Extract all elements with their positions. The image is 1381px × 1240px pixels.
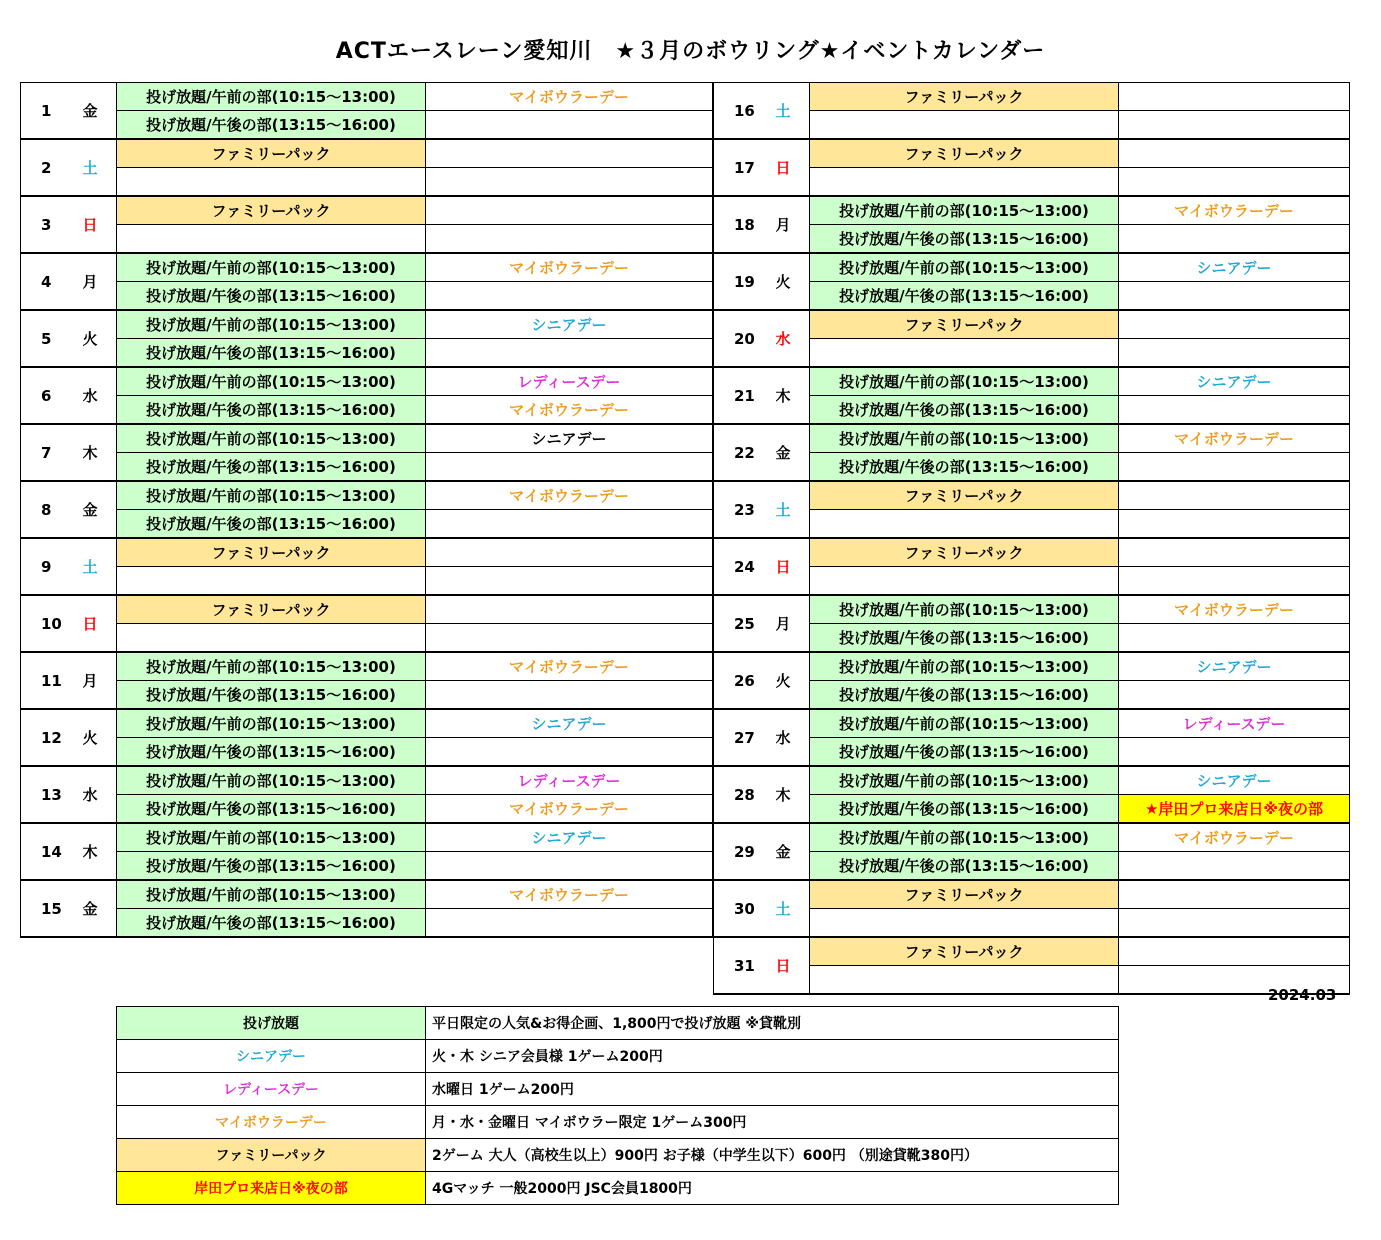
day-row-23-second xyxy=(714,510,1350,539)
morning-slot: 投げ放題/午前の部(10:15～13:00) xyxy=(810,253,1119,282)
empty-cell xyxy=(117,168,426,197)
legend-description: 月・水・金曜日 マイボウラー限定 1ゲーム300円 xyxy=(426,1106,1119,1139)
event-cell xyxy=(1119,738,1350,767)
day-number: 23 xyxy=(714,481,776,538)
event-cell xyxy=(1119,225,1350,254)
day-number: 18 xyxy=(714,196,776,253)
calendar-right-table xyxy=(713,82,1350,995)
event-cell xyxy=(1119,681,1350,710)
day-number: 11 xyxy=(21,652,83,709)
legend-row xyxy=(117,1007,1119,1040)
event-cell: レディースデー xyxy=(1119,709,1350,738)
empty-cell xyxy=(426,624,713,653)
day-number: 16 xyxy=(714,83,776,140)
empty-cell xyxy=(426,595,713,624)
legend-description: 2ゲーム 大人（高校生以上）900円 お子様（中学生以下）600円 （別途貸靴380円） xyxy=(426,1139,1119,1172)
afternoon-slot: 投げ放題/午後の部(13:15～16:00) xyxy=(117,111,426,140)
legend-row xyxy=(117,1040,1119,1073)
day-number: 15 xyxy=(21,880,83,937)
legend-table xyxy=(116,1006,1119,1205)
event-cell: マイボウラーデー xyxy=(426,83,713,111)
afternoon-slot: 投げ放題/午後の部(13:15～16:00) xyxy=(810,738,1119,767)
morning-slot: 投げ放題/午前の部(10:15～13:00) xyxy=(117,481,426,510)
day-row-20 xyxy=(714,310,1350,339)
empty-cell xyxy=(1119,510,1350,539)
day-of-week: 水 xyxy=(776,709,810,766)
day-row-27-second xyxy=(714,738,1350,767)
day-row-27 xyxy=(714,709,1350,738)
event-cell: レディースデー xyxy=(426,766,713,795)
afternoon-slot: 投げ放題/午後の部(13:15～16:00) xyxy=(810,453,1119,482)
empty-cell xyxy=(1119,339,1350,368)
event-cell xyxy=(426,111,713,140)
day-row-30-second xyxy=(714,909,1350,938)
morning-slot: 投げ放題/午前の部(10:15～13:00) xyxy=(117,424,426,453)
day-row-19-second xyxy=(714,282,1350,311)
afternoon-slot: 投げ放題/午後の部(13:15～16:00) xyxy=(810,225,1119,254)
morning-slot: 投げ放題/午前の部(10:15～13:00) xyxy=(117,310,426,339)
day-row-15-second xyxy=(21,909,713,938)
day-row-7-second xyxy=(21,453,713,482)
afternoon-slot: 投げ放題/午後の部(13:15～16:00) xyxy=(117,795,426,824)
event-cell: レディースデー xyxy=(426,367,713,396)
afternoon-slot: 投げ放題/午後の部(13:15～16:00) xyxy=(117,453,426,482)
legend-key: シニアデー xyxy=(117,1040,426,1073)
day-row-9-second xyxy=(21,567,713,596)
event-cell xyxy=(426,282,713,311)
empty-cell xyxy=(1119,567,1350,596)
day-row-2 xyxy=(21,139,713,168)
legend-description: 水曜日 1ゲーム200円 xyxy=(426,1073,1119,1106)
day-row-25-second xyxy=(714,624,1350,653)
afternoon-slot: 投げ放題/午後の部(13:15～16:00) xyxy=(810,795,1119,824)
day-row-6 xyxy=(21,367,713,396)
day-row-12 xyxy=(21,709,713,738)
day-row-20-second xyxy=(714,339,1350,368)
day-of-week: 金 xyxy=(83,880,117,937)
event-cell xyxy=(426,738,713,767)
afternoon-slot: 投げ放題/午後の部(13:15～16:00) xyxy=(117,339,426,368)
day-of-week: 土 xyxy=(776,83,810,140)
day-number: 14 xyxy=(21,823,83,880)
date-code: 2024.03 xyxy=(1268,986,1337,1004)
empty-cell xyxy=(1119,83,1350,111)
day-of-week: 金 xyxy=(83,481,117,538)
event-cell: マイボウラーデー xyxy=(426,795,713,824)
event-cell xyxy=(1119,624,1350,653)
legend-row xyxy=(117,1139,1119,1172)
day-row-31 xyxy=(714,937,1350,966)
empty-cell xyxy=(426,225,713,254)
day-row-6-second xyxy=(21,396,713,425)
event-cell: マイボウラーデー xyxy=(426,880,713,909)
event-cell: シニアデー xyxy=(1119,253,1350,282)
day-of-week: 火 xyxy=(776,253,810,310)
afternoon-slot: 投げ放題/午後の部(13:15～16:00) xyxy=(810,681,1119,710)
legend-key: 岸田プロ来店日※夜の部 xyxy=(117,1172,426,1205)
day-number: 22 xyxy=(714,424,776,481)
day-row-21 xyxy=(714,367,1350,396)
morning-slot: 投げ放題/午前の部(10:15～13:00) xyxy=(810,766,1119,795)
empty-cell xyxy=(1119,168,1350,197)
day-row-1 xyxy=(21,83,713,111)
event-cell xyxy=(426,681,713,710)
morning-slot: 投げ放題/午前の部(10:15～13:00) xyxy=(810,595,1119,624)
event-cell: マイボウラーデー xyxy=(426,652,713,681)
day-row-22 xyxy=(714,424,1350,453)
empty-cell xyxy=(1119,111,1350,140)
day-row-16 xyxy=(714,83,1350,111)
day-number: 20 xyxy=(714,310,776,367)
day-of-week: 火 xyxy=(776,652,810,709)
afternoon-slot: 投げ放題/午後の部(13:15～16:00) xyxy=(810,396,1119,425)
day-number: 9 xyxy=(21,538,83,595)
event-cell xyxy=(426,852,713,881)
event-cell xyxy=(426,510,713,539)
empty-cell xyxy=(810,111,1119,140)
event-cell: ★岸田プロ来店日※夜の部 xyxy=(1119,795,1350,824)
day-of-week: 水 xyxy=(83,766,117,823)
day-number: 30 xyxy=(714,880,776,937)
day-row-13-second xyxy=(21,795,713,824)
calendar-left-table xyxy=(20,82,713,938)
day-of-week: 日 xyxy=(776,538,810,595)
afternoon-slot: 投げ放題/午後の部(13:15～16:00) xyxy=(117,510,426,539)
event-cell xyxy=(426,453,713,482)
day-number: 27 xyxy=(714,709,776,766)
day-of-week: 火 xyxy=(83,310,117,367)
day-row-29-second xyxy=(714,852,1350,881)
family-pack-cell: ファミリーパック xyxy=(117,538,426,567)
day-row-3-second xyxy=(21,225,713,254)
day-number: 17 xyxy=(714,139,776,196)
afternoon-slot: 投げ放題/午後の部(13:15～16:00) xyxy=(810,852,1119,881)
family-pack-cell: ファミリーパック xyxy=(810,937,1119,966)
empty-cell xyxy=(426,139,713,168)
day-row-16-second xyxy=(714,111,1350,140)
afternoon-slot: 投げ放題/午後の部(13:15～16:00) xyxy=(810,624,1119,653)
event-cell: マイボウラーデー xyxy=(426,481,713,510)
legend-row xyxy=(117,1073,1119,1106)
day-row-7 xyxy=(21,424,713,453)
day-row-5 xyxy=(21,310,713,339)
day-row-19 xyxy=(714,253,1350,282)
family-pack-cell: ファミリーパック xyxy=(810,139,1119,168)
empty-cell xyxy=(1119,481,1350,510)
event-cell: マイボウラーデー xyxy=(426,396,713,425)
day-row-10-second xyxy=(21,624,713,653)
afternoon-slot: 投げ放題/午後の部(13:15～16:00) xyxy=(117,852,426,881)
morning-slot: 投げ放題/午前の部(10:15～13:00) xyxy=(810,367,1119,396)
family-pack-cell: ファミリーパック xyxy=(810,538,1119,567)
day-of-week: 日 xyxy=(83,196,117,253)
day-number: 5 xyxy=(21,310,83,367)
event-cell: シニアデー xyxy=(1119,367,1350,396)
event-cell: マイボウラーデー xyxy=(426,253,713,282)
day-row-28 xyxy=(714,766,1350,795)
empty-cell xyxy=(810,567,1119,596)
day-row-5-second xyxy=(21,339,713,368)
day-number: 1 xyxy=(21,83,83,140)
event-cell: シニアデー xyxy=(1119,652,1350,681)
afternoon-slot: 投げ放題/午後の部(13:15～16:00) xyxy=(117,282,426,311)
day-of-week: 水 xyxy=(83,367,117,424)
empty-cell xyxy=(810,909,1119,938)
empty-cell xyxy=(117,624,426,653)
day-of-week: 金 xyxy=(776,424,810,481)
morning-slot: 投げ放題/午前の部(10:15～13:00) xyxy=(810,196,1119,225)
day-number: 29 xyxy=(714,823,776,880)
event-cell: シニアデー xyxy=(1119,766,1350,795)
day-of-week: 木 xyxy=(83,823,117,880)
day-of-week: 月 xyxy=(776,595,810,652)
empty-cell xyxy=(426,196,713,225)
morning-slot: 投げ放題/午前の部(10:15～13:00) xyxy=(810,709,1119,738)
legend-key: ファミリーパック xyxy=(117,1139,426,1172)
event-cell: シニアデー xyxy=(426,823,713,852)
day-row-14 xyxy=(21,823,713,852)
empty-cell xyxy=(810,966,1119,995)
day-row-28-second xyxy=(714,795,1350,824)
day-of-week: 月 xyxy=(83,652,117,709)
day-row-2-second xyxy=(21,168,713,197)
empty-cell xyxy=(810,339,1119,368)
day-row-4 xyxy=(21,253,713,282)
event-cell xyxy=(1119,282,1350,311)
day-number: 2 xyxy=(21,139,83,196)
day-number: 19 xyxy=(714,253,776,310)
morning-slot: 投げ放題/午前の部(10:15～13:00) xyxy=(117,367,426,396)
event-cell: シニアデー xyxy=(426,709,713,738)
legend-row xyxy=(117,1106,1119,1139)
morning-slot: 投げ放題/午前の部(10:15～13:00) xyxy=(117,253,426,282)
day-row-3 xyxy=(21,196,713,225)
day-row-17-second xyxy=(714,168,1350,197)
day-row-23 xyxy=(714,481,1350,510)
legend-key: レディースデー xyxy=(117,1073,426,1106)
afternoon-slot: 投げ放題/午後の部(13:15～16:00) xyxy=(117,738,426,767)
day-of-week: 日 xyxy=(83,595,117,652)
legend-description: 4Gマッチ 一般2000円 JSC会員1800円 xyxy=(426,1172,1119,1205)
morning-slot: 投げ放題/午前の部(10:15～13:00) xyxy=(117,880,426,909)
empty-cell xyxy=(426,538,713,567)
legend-key: マイボウラーデー xyxy=(117,1106,426,1139)
empty-cell xyxy=(1119,538,1350,567)
family-pack-cell: ファミリーパック xyxy=(810,880,1119,909)
day-number: 28 xyxy=(714,766,776,823)
day-of-week: 木 xyxy=(83,424,117,481)
afternoon-slot: 投げ放題/午後の部(13:15～16:00) xyxy=(117,909,426,938)
event-cell xyxy=(1119,453,1350,482)
day-of-week: 木 xyxy=(776,367,810,424)
legend-description: 火・木 シニア会員様 1ゲーム200円 xyxy=(426,1040,1119,1073)
event-cell xyxy=(426,339,713,368)
morning-slot: 投げ放題/午前の部(10:15～13:00) xyxy=(117,823,426,852)
morning-slot: 投げ放題/午前の部(10:15～13:00) xyxy=(810,652,1119,681)
day-row-8-second xyxy=(21,510,713,539)
day-row-1-second xyxy=(21,111,713,140)
day-row-11-second xyxy=(21,681,713,710)
day-number: 26 xyxy=(714,652,776,709)
day-row-31-second xyxy=(714,966,1350,995)
afternoon-slot: 投げ放題/午後の部(13:15～16:00) xyxy=(117,681,426,710)
day-of-week: 金 xyxy=(776,823,810,880)
day-of-week: 金 xyxy=(83,83,117,140)
empty-cell xyxy=(1119,880,1350,909)
day-of-week: 木 xyxy=(776,766,810,823)
day-of-week: 日 xyxy=(776,937,810,994)
event-cell xyxy=(426,909,713,938)
day-number: 7 xyxy=(21,424,83,481)
family-pack-cell: ファミリーパック xyxy=(810,310,1119,339)
empty-cell xyxy=(1119,139,1350,168)
day-row-11 xyxy=(21,652,713,681)
empty-cell xyxy=(810,510,1119,539)
page-title: ACTエースレーン愛知川 ★３月のボウリング★イベントカレンダー xyxy=(335,39,1046,64)
event-cell: マイボウラーデー xyxy=(1119,595,1350,624)
empty-cell xyxy=(1119,937,1350,966)
day-of-week: 土 xyxy=(776,481,810,538)
empty-cell xyxy=(117,567,426,596)
day-row-26-second xyxy=(714,681,1350,710)
day-number: 4 xyxy=(21,253,83,310)
day-row-22-second xyxy=(714,453,1350,482)
day-row-18-second xyxy=(714,225,1350,254)
day-of-week: 月 xyxy=(776,196,810,253)
day-row-13 xyxy=(21,766,713,795)
family-pack-cell: ファミリーパック xyxy=(810,83,1119,111)
empty-cell xyxy=(426,567,713,596)
day-row-21-second xyxy=(714,396,1350,425)
empty-cell xyxy=(426,168,713,197)
day-row-25 xyxy=(714,595,1350,624)
event-cell xyxy=(1119,396,1350,425)
day-row-8 xyxy=(21,481,713,510)
day-number: 25 xyxy=(714,595,776,652)
morning-slot: 投げ放題/午前の部(10:15～13:00) xyxy=(117,766,426,795)
day-row-29 xyxy=(714,823,1350,852)
legend-description: 平日限定の人気&お得企画、1,800円で投げ放題 ※貸靴別 xyxy=(426,1007,1119,1040)
day-number: 12 xyxy=(21,709,83,766)
family-pack-cell: ファミリーパック xyxy=(810,481,1119,510)
day-row-4-second xyxy=(21,282,713,311)
day-number: 3 xyxy=(21,196,83,253)
afternoon-slot: 投げ放題/午後の部(13:15～16:00) xyxy=(117,396,426,425)
day-number: 6 xyxy=(21,367,83,424)
day-of-week: 水 xyxy=(776,310,810,367)
empty-cell xyxy=(1119,909,1350,938)
day-of-week: 火 xyxy=(83,709,117,766)
morning-slot: 投げ放題/午前の部(10:15～13:00) xyxy=(117,652,426,681)
empty-cell xyxy=(810,168,1119,197)
day-number: 21 xyxy=(714,367,776,424)
day-of-week: 日 xyxy=(776,139,810,196)
day-row-12-second xyxy=(21,738,713,767)
morning-slot: 投げ放題/午前の部(10:15～13:00) xyxy=(810,424,1119,453)
event-cell: シニアデー xyxy=(426,310,713,339)
legend-key: 投げ放題 xyxy=(117,1007,426,1040)
morning-slot: 投げ放題/午前の部(10:15～13:00) xyxy=(117,709,426,738)
day-row-14-second xyxy=(21,852,713,881)
event-cell: マイボウラーデー xyxy=(1119,424,1350,453)
day-row-10 xyxy=(21,595,713,624)
day-row-26 xyxy=(714,652,1350,681)
event-cell: マイボウラーデー xyxy=(1119,196,1350,225)
day-row-30 xyxy=(714,880,1350,909)
day-number: 13 xyxy=(21,766,83,823)
day-of-week: 土 xyxy=(83,538,117,595)
day-of-week: 月 xyxy=(83,253,117,310)
day-row-24-second xyxy=(714,567,1350,596)
day-number: 10 xyxy=(21,595,83,652)
day-number: 8 xyxy=(21,481,83,538)
event-cell: シニアデー xyxy=(426,424,713,453)
day-of-week: 土 xyxy=(83,139,117,196)
afternoon-slot: 投げ放題/午後の部(13:15～16:00) xyxy=(810,282,1119,311)
day-row-24 xyxy=(714,538,1350,567)
day-row-18 xyxy=(714,196,1350,225)
day-row-9 xyxy=(21,538,713,567)
event-cell: マイボウラーデー xyxy=(1119,823,1350,852)
family-pack-cell: ファミリーパック xyxy=(117,595,426,624)
day-of-week: 土 xyxy=(776,880,810,937)
day-number: 31 xyxy=(714,937,776,994)
empty-cell xyxy=(1119,310,1350,339)
family-pack-cell: ファミリーパック xyxy=(117,139,426,168)
morning-slot: 投げ放題/午前の部(10:15～13:00) xyxy=(117,83,426,111)
event-cell xyxy=(1119,852,1350,881)
legend-row xyxy=(117,1172,1119,1205)
family-pack-cell: ファミリーパック xyxy=(117,196,426,225)
day-number: 24 xyxy=(714,538,776,595)
day-row-17 xyxy=(714,139,1350,168)
day-row-15 xyxy=(21,880,713,909)
empty-cell xyxy=(117,225,426,254)
morning-slot: 投げ放題/午前の部(10:15～13:00) xyxy=(810,823,1119,852)
